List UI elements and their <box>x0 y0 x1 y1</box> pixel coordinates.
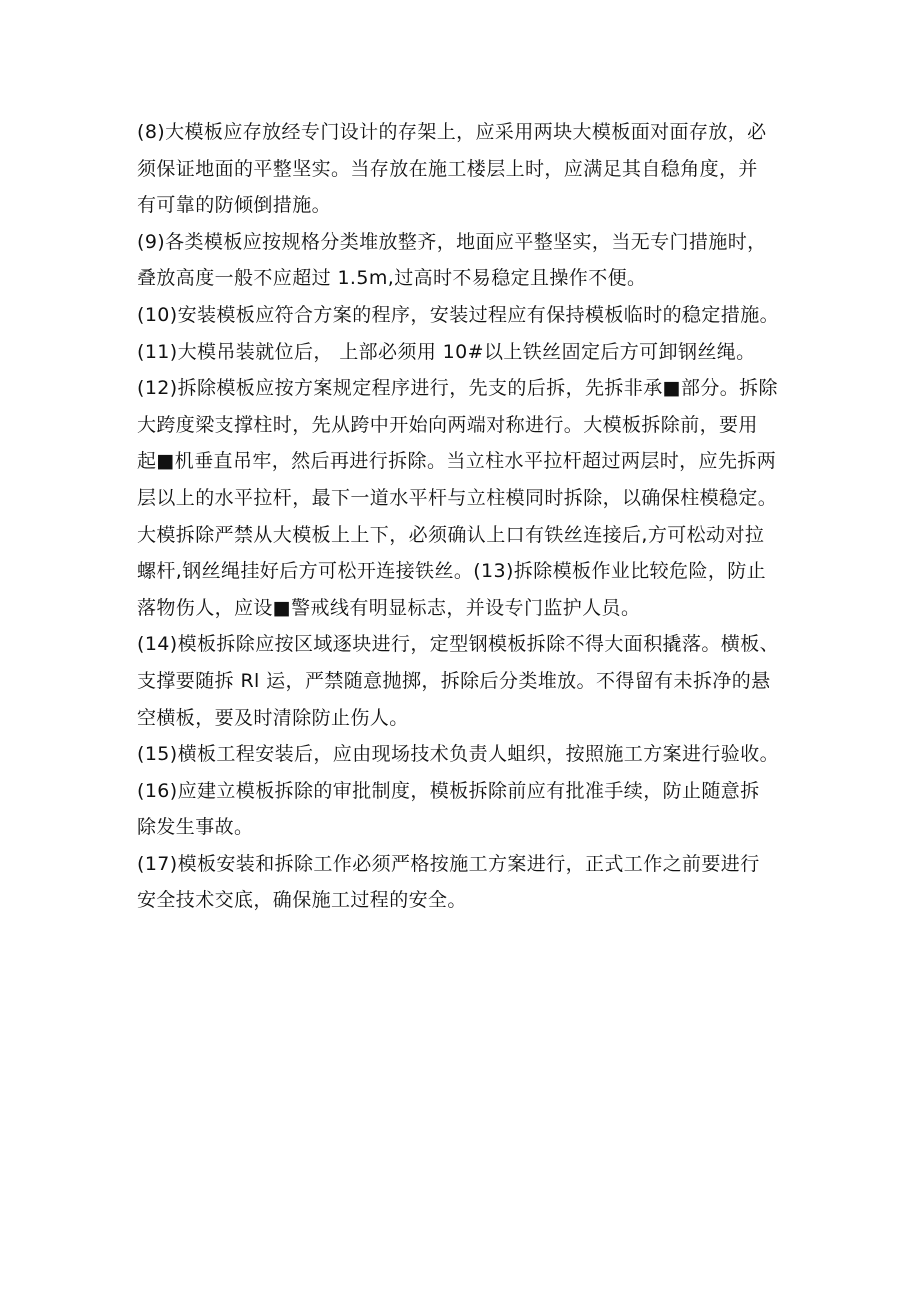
text-line: 螺杆,钢丝绳挂好后方可松开连接铁丝。(13)拆除模板作业比较危险，防止 <box>137 560 767 583</box>
text-line: (17)模板安装和拆除工作必须严格按施工方案进行，正式工作之前要进行 <box>137 852 760 875</box>
text-line: (15)横板工程安装后，应由现场技术负责人蛆织，按照施工方案进行验收。 <box>137 743 780 766</box>
text-line: 落物伤人，应设■警戒线有明显标志，并设专门监护人员。 <box>137 596 641 619</box>
text-line: 除发生事故。 <box>137 816 254 839</box>
text-line: 大跨度梁支撑柱时，先从跨中开始向两端对称进行。大模板拆除前，要用 <box>137 413 758 436</box>
text-line: 须保证地面的平整坚实。当存放在施工楼层上时，应满足其自稳角度，并 <box>137 157 758 180</box>
text-line: 层以上的水平拉杆，最下一道水平杆与立柱模同时拆除，以确保柱模稳定。 <box>137 486 778 509</box>
text-line: 安全技术交底，确保施工过程的安全。 <box>137 889 467 912</box>
text-line: (14)模板拆除应按区域逐块进行，定型钢模板拆除不得大面积撬落。横板、 <box>137 633 780 656</box>
text-line: 大模拆除严禁从大模板上上下，必须确认上口有铁丝连接后,方可松动对拉 <box>137 523 765 546</box>
text-line: 起■机垂直吊牢，然后再进行拆除。当立柱水平拉杆超过两层时，应先拆两 <box>137 450 777 473</box>
text-line: (11)大模吊装就位后， 上部必须用 10#以上铁丝固定后方可卸钢丝绳。 <box>137 340 756 363</box>
text-line: (8)大模板应存放经专门设计的存架上，应采用两块大模板面对面存放，必 <box>137 121 767 143</box>
text-line: (10)安装模板应符合方案的程序，安装过程应有保持模板临时的稳定措施。 <box>137 303 780 326</box>
document-body <box>137 114 805 919</box>
text-line: (9)各类模板应按规格分类堆放整齐，地面应平整坚实，当无专门措施时， <box>137 230 767 253</box>
text-line: 空横板，要及时清除防止伤人。 <box>137 706 409 729</box>
text-line: 支撑要随拆 Rl 运，严禁随意抛掷，拆除后分类堆放。不得留有未拆净的悬 <box>137 669 771 692</box>
text-line: (12)拆除模板应按方案规定程序进行，先支的后拆，先拆非承■部分。拆除 <box>137 377 778 400</box>
text-line: 有可靠的防倾倒措施。 <box>137 194 332 217</box>
text-line: 叠放高度一般不应超过 1.5m,过高时不易稳定且操作不便。 <box>137 267 647 290</box>
text-line: (16)应建立模板拆除的审批制度，模板拆除前应有批准手续，防止随意拆 <box>137 779 760 802</box>
